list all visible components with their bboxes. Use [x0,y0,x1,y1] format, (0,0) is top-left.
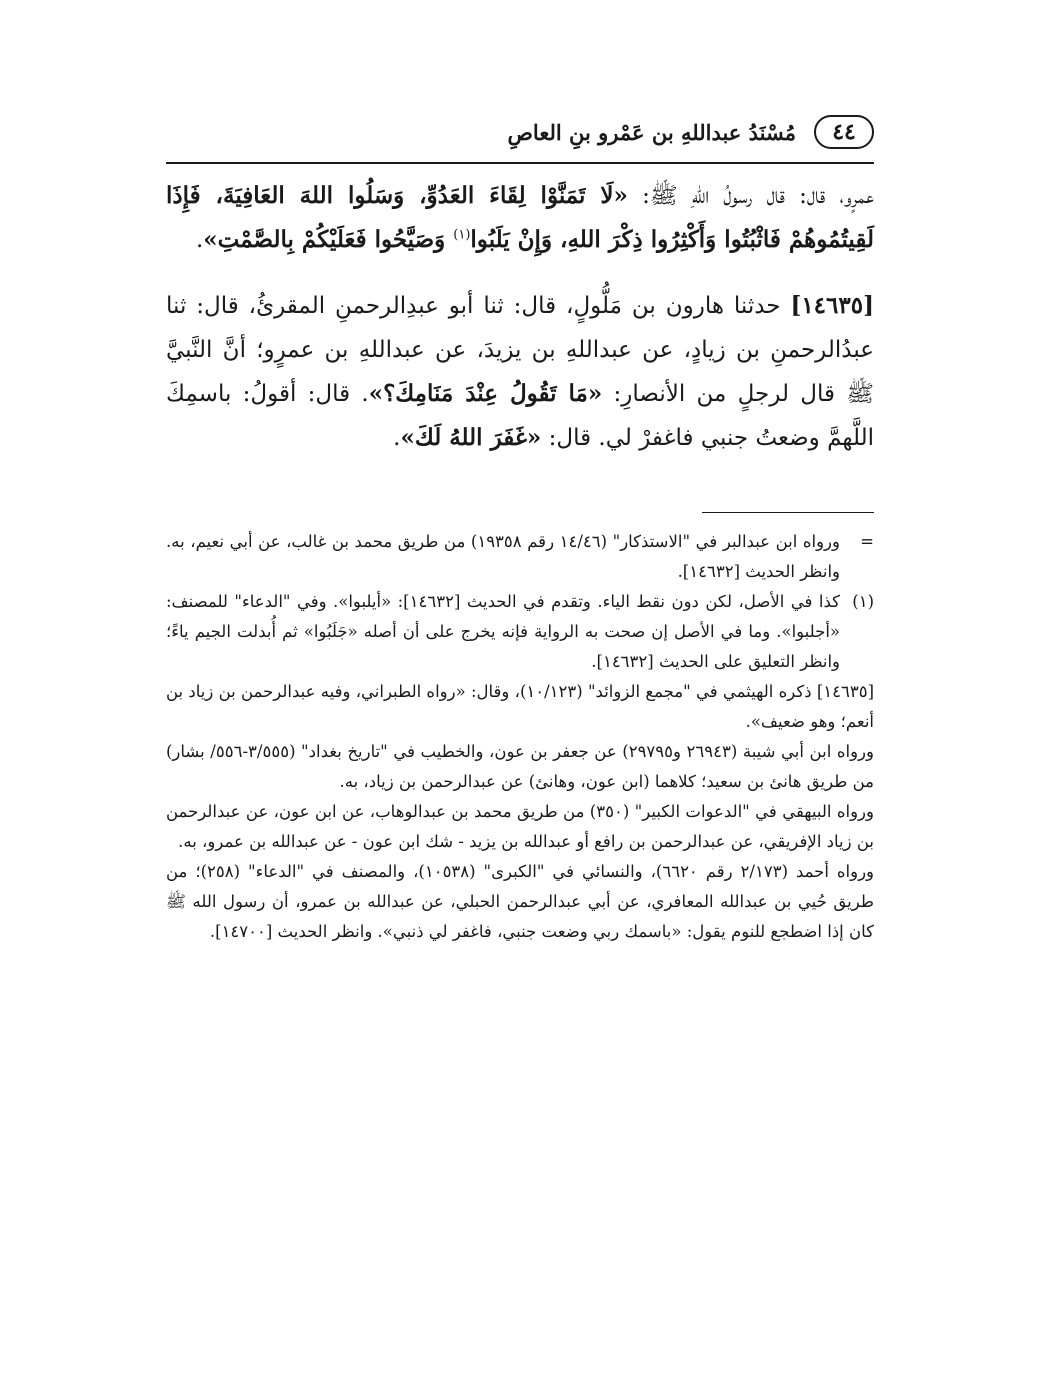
footnote-line: ورواه ابن عبدالبر في "الاستذكار" (١٤/٤٦ رقم ١٩٣٥٨) من طريق محمد بن غالب، عن أبي نعيم، به. وانظر الحديث [١٤٦٣٢]. [166,532,840,581]
header-divider [166,162,874,164]
hadith-number: [١٤٦٣٥] [790,292,874,319]
page-header [166,108,874,156]
p2-quote-b: «غَفَرَ اللهُ لَكَ» [400,424,542,451]
p1-quote-b: وَصَيَّحُوا فَعَلَيْكُمْ بِالصَّمْتِ» [203,226,454,253]
footnote-mark: (١) [852,592,874,611]
p2-text-a: حدثنا هارون بن مَلُّولٍ، قال: ثنا أبو عبدِالرحمنِ المقرئُ، قال: ثنا عبدُالرحمنِ بن زيادٍ، عن عبداللهِ بن يزيدَ، عن عبداللهِ بن عمرٍو؛ أنَّ النَّبيَّ ﷺ قال لرجلٍ من الأنصارِ: [166,293,875,407]
main-text [166,174,874,460]
p1-lead: عمرٍو، قال: قال رسولُ اللهِ ﷺ: [627,183,875,209]
footnote-continued [166,527,874,587]
footnote-14635 [166,677,874,947]
paragraph-2 [166,284,874,460]
footnote-divider [702,512,874,513]
page [166,108,874,947]
paragraph-1 [166,174,874,262]
p2-quote-a: «مَا تَقُولُ عِنْدَ مَنَامِكَ؟» [368,380,603,407]
footnote-line: كذا في الأصل، لكن دون نقط الياء. وتقدم في الحديث [١٤٦٣٢]: «أيلبوا». وفي "الدعاء" للمصنف: «أجلبوا». وما في الأصل إن صحت به الرواية فإنه يخرج على أن أصله «جَلَبُوا» ثم أُبدلت الجيم ياءً؛ وانظر التعليق على الحديث [١٤٦٣٢]. [166,592,840,671]
p1-quote-a: «لَا تَمَنَّوْا لِقَاءَ العَدُوِّ، وَسَلُوا اللهَ العَافِيَةَ، فَإِذَا لَقِيتُمُوهُمْ فَاثْبُتُوا وَأَكْثِرُوا ذِكْرَ اللهِ، وَإِنْ يَلَبُوا [166,182,874,253]
footnote-line: [١٤٦٣٥] ذكره الهيثمي في "مجمع الزوائد" (١٠/١٢٣)، وقال: «رواه الطبراني، وفيه عبدالرحمن بن زياد بن أنعم؛ وهو ضعيف». [166,682,874,731]
footnote-line: ورواه ابن أبي شيبة (٢٦٩٤٣ و٢٩٧٩٥) عن جعفر بن عون، والخطيب في "تاريخ بغداد" (٣/٥٥٥-٥٥٦/ بشار) من طريق هانئ بن سعيد؛ كلاهما (ابن عون، وهانئ) عن عبدالرحمن بن زياد، به. [166,742,874,791]
running-title: مُسْنَدُ عبداللهِ بن عَمْرو بنِ العاصِ [507,119,796,145]
footnote-1 [166,587,874,677]
p2-tail: . [393,425,401,451]
p2-text-b: . قال: أقولُ: باسمِكَ اللَّهمَّ وضعتُ جنبي فاغفرْ لي. قال: [166,381,874,451]
footnote-line: ورواه البيهقي في "الدعوات الكبير" (٣٥٠) من طريق محمد بن عبدالوهاب، عن ابن عون، عن عبدالرحمن بن زياد الإفريقي، عن عبدالرحمن بن رافع أو عبدالله بن يزيد - شك ابن عون - عن عبدالله بن عمرو، به. [166,802,874,851]
footnote-line: ورواه أحمد (٢/١٧٣ رقم ٦٦٢٠)، والنسائي في "الكبرى" (١٠٥٣٨)، والمصنف في "الدعاء" (٢٥٨)؛ من طريق حُيي بن عبدالله المعافري، عن أبي عبدالرحمن الحبلي، عن عبدالله بن عمرو، أن رسول الله ﷺ كان إذا اضطجع للنوم يقول: «باسمك ربي وضعت جنبي، فاغفر لي ذنبي». وانظر الحديث [١٤٧٠٠]. [166,862,875,941]
footnote-ref-1[interactable]: (١) [453,227,471,243]
footnotes [166,527,874,947]
footnote-mark: [١٤٦٣٥] [816,682,874,701]
footnote-mark: = [860,532,874,551]
page-number: ٤٤ [814,115,874,149]
p1-tail: . [195,227,204,253]
